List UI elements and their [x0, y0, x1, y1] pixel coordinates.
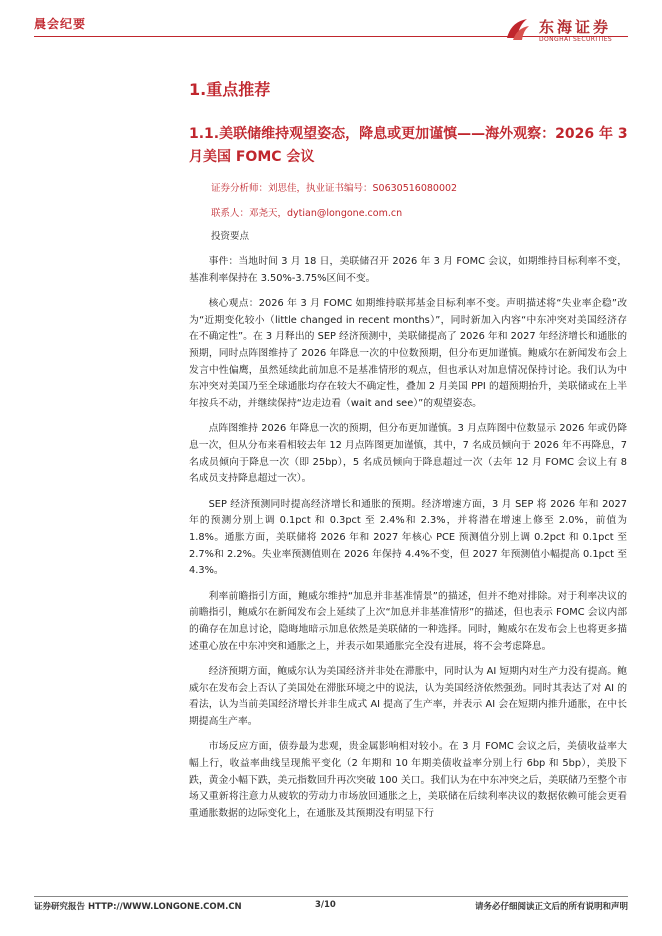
article-title: 1.1.美联储维持观望姿态，降息或更加谨慎——海外观察：2026 年 3 月美国 FOMC 会议	[189, 126, 628, 165]
article-body	[189, 254, 627, 831]
logo-name-cn: 东海证券	[539, 18, 612, 36]
investment-highlights-label: 投资要点	[211, 231, 250, 242]
footer-divider	[34, 896, 628, 897]
analyst-info: 证券分析师：刘思佳，执业证书编号：S0630516080002	[211, 183, 458, 194]
footer-disclaimer: 请务必仔细阅读正文后的所有说明和声明	[474, 902, 628, 912]
paragraph-sep: SEP 经济预测同时提高经济增长和通胀的预期。经济增速方面，3 月 SEP 将 2026 年和 2027 年的预测分别上调 0.1pct 和 0.3pct 至 2.4%和 2.3%，并将潜在增速上修至 2.0%，前值为 1.8%。通胀方面，美联储将 2026 年和 2027 年核心 PCE 预测值分别上调 0.2pct 和 0.1pct 至 2.7%和 2.2%。失业率预测值则在 2026 年保持 4.4%不变，但 2027 年预测值小幅提高 0.1pct 至 4.3%。	[189, 498, 627, 577]
paragraph-guidance: 利率前瞻指引方面，鲍威尔维持“加息并非基准情景”的描述，但并不绝对排除。对于利率决议的前瞻指引，鲍威尔在新闻发布会上延续了上次“加息并非基准情形”的描述，但也表示 FOMC 会议内部的确存在加息讨论，隐晦地暗示加息依然是美联储的一种选择。同时，鲍威尔在发布会上也将更多描述重心放在中东冲突和通胀之上，并表示如果通胀完全没有进展，将不会考虑降息。	[189, 590, 627, 652]
logo-emblem-icon	[505, 16, 531, 42]
logo-name-en: DONGHAI SECURITIES	[539, 36, 613, 43]
contact-info: 联系人：邓尧天，dytian@longone.com.cn	[211, 208, 403, 219]
footer-report-url: 证券研究报告 HTTP://WWW.LONGONE.COM.CN	[34, 902, 242, 912]
paragraph-economy: 经济预期方面，鲍威尔认为美国经济并非处在滞胀中，同时认为 AI 短期内对生产力没有提高。鲍威尔在发布会上否认了美国处在滞胀环境之中的说法，认为美国经济依然强劲。同时其表达了对 AI 的看法，认为当前美国经济增长并非生成式 AI 提高了生产率，并表示 AI 会在短期内推升通胀，在中长期提高生产率。	[189, 665, 627, 728]
section-heading: 1.重点推荐	[189, 80, 271, 99]
paragraph-dot-plot: 点阵图维持 2026 年降息一次的预期，但分布更加谨慎。3 月点阵图中位数显示 2026 年或仍降息一次，但从分布来看相较去年 12 月点阵图更加谨慎，其中，7 名成员倾向于 2026 年不再降息，7 名成员倾向于降息一次（即 25bp），5 名成员倾向于降息超过一次（去年 12 月 FOMC 会议上有 8 名成员支持降息超过一次）。	[189, 423, 627, 485]
page-number: 3/10	[315, 900, 336, 910]
company-logo	[505, 14, 637, 50]
paragraph-core-view: 核心观点：2026 年 3 月 FOMC 如期维持联邦基金目标利率不变。声明描述将“失业率企稳”改为“近期变化较小（little changed in recent months）”，同时新加入内容“中东冲突对美国经济存在不确定性”。在 3 月释出的 SEP 经济预测中，美联储提高了 2026 年和 2027 年经济增长和通胀的预期，同时点阵图维持了 2026 年降息一次的中位数预期，但分布更加谨慎。鲍威尔在新闻发布会上发言中性偏鹰，虽然延续此前加息不是基准情形的观点，但也承认对加息情况保持讨论。我们认为中东冲突对美国乃至全球通胀均存在较大不确定性，叠加 2 月美国 PPI 的超预期抬升，美联储或在上半年按兵不动，并继续保持“边走边看（wait and see）”的观望姿态。	[189, 297, 627, 410]
header-section-title: 晨会纪要	[34, 17, 87, 31]
paragraph-market: 市场反应方面，债券最为悲观，贵金属影响相对较小。在 3 月 FOMC 会议之后，美债收益率大幅上行，收益率曲线呈现熊平变化（2 年期和 10 年期美债收益率分别上行 6bp 和 5bp），美股下跌，黄金小幅下跌，美元指数回升再次突破 100 关口。我们认为在中东冲突之后，美联储乃至整个市场又重新将注意力从疲软的劳动力市场放回通胀之上，美联储在后续利率决议的数据依赖可能会更看重通胀数据的边际变化上，在通胀及其预期没有明显下行	[189, 741, 627, 820]
paragraph-event: 事件：当地时间 3 月 18 日，美联储召开 2026 年 3 月 FOMC 会议，如期维持目标利率不变，基准利率保持在 3.50%-3.75%区间不变。	[189, 256, 627, 284]
